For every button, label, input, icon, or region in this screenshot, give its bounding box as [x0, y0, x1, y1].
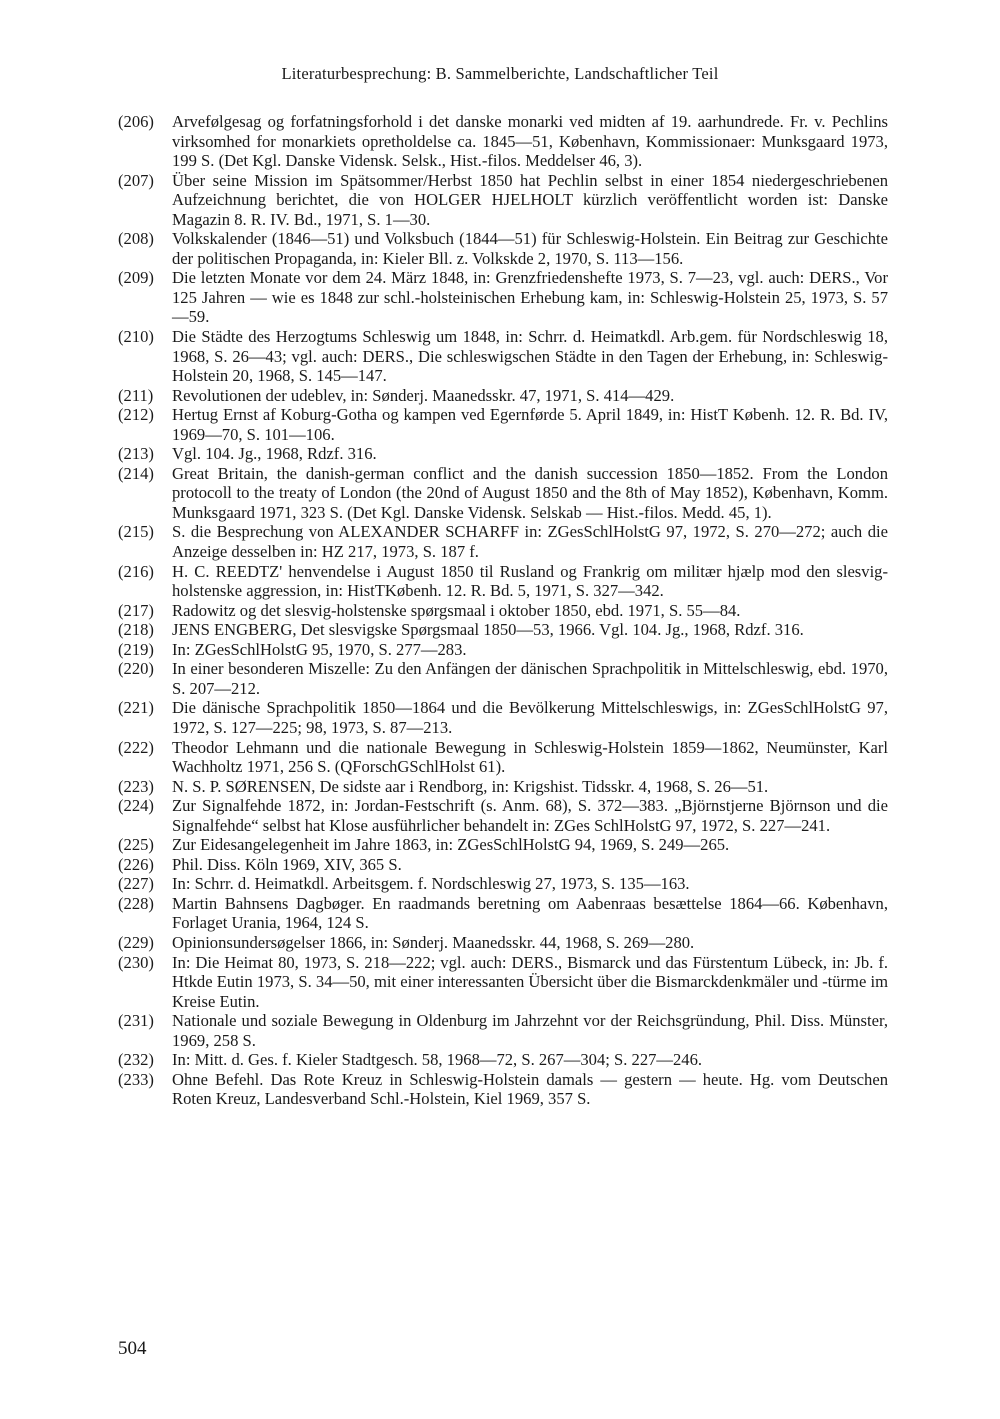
footnote-number: (216)	[118, 561, 154, 581]
footnote-text: In einer besonderen Miszelle: Zu den Anfängen der dänischen Sprachpolitik in Mittelschleswig, ebd. 1970, S. 207—212.	[172, 659, 888, 698]
footnote-item	[118, 953, 888, 1012]
footnote-text: Die Städte des Herzogtums Schleswig um 1848, in: Schrr. d. Heimatkdl. Arb.gem. für Nordschleswig 18, 1968, S. 26—43; vgl. auch: DERS., Die schleswigschen Städte in den Tagen der Erhebung, in: Schleswig-Holstein 20, 1968, S. 145—147.	[172, 327, 888, 386]
footnote-number: (225)	[118, 835, 154, 855]
footnote-number: (226)	[118, 854, 154, 874]
footnote-item	[118, 835, 888, 855]
footnote-text: Nationale und soziale Bewegung in Oldenburg im Jahrzehnt vor der Reichsgründung, Phil. Diss. Münster, 1969, 258 S.	[172, 1011, 888, 1050]
footnote-text: In: Schrr. d. Heimatkdl. Arbeitsgem. f. Nordschleswig 27, 1973, S. 135—163.	[172, 874, 690, 894]
footnote-item	[118, 562, 888, 601]
footnote-text: Arvefølgesag og forfatningsforhold i det danske monarki ved midten af 19. aarhundrede. Fr. v. Pechlins virksomhed for monarkiets opretholdelse ca. 1845—51, København, Kommissionaer: Munksgaard 1973, 199 S. (Det Kgl. Danske Vidensk. Selsk., Hist.-filos. Meddelser 46, 3).	[172, 112, 888, 171]
footnote-text: N. S. P. SØRENSEN, De sidste aar i Rendborg, in: Krigshist. Tidsskr. 4, 1968, S. 26—51.	[172, 776, 769, 796]
footnote-item	[118, 796, 888, 835]
footnote-number: (206)	[118, 112, 154, 131]
footnote-number: (228)	[118, 893, 154, 913]
footnote-text: Volkskalender (1846—51) und Volksbuch (1844—51) für Schleswig-Holstein. Ein Beitrag zur Geschichte der politischen Propaganda, in: Kieler Bll. z. Volkskde 2, 1970, S. 113—156.	[172, 229, 888, 268]
footnote-number: (230)	[118, 952, 154, 972]
footnote-item	[118, 1070, 888, 1109]
footnote-number: (233)	[118, 1069, 154, 1089]
footnote-item	[118, 229, 888, 268]
footnote-item	[118, 874, 888, 894]
footnote-text: Ohne Befehl. Das Rote Kreuz in Schleswig-Holstein damals — gestern — heute. Hg. vom Deutschen Roten Kreuz, Landesverband Schl.-Holstein, Kiel 1969, 357 S.	[172, 1069, 888, 1109]
footnote-text: Theodor Lehmann und die nationale Bewegung in Schleswig-Holstein 1859—1862, Neumünster, Karl Wachholtz 1971, 256 S. (QForschGSchlHolst 61).	[172, 737, 888, 777]
footnote-text: Revolutionen der udeblev, in: Sønderj. Maanedsskr. 47, 1971, S. 414—429.	[172, 385, 675, 405]
footnote-item	[118, 738, 888, 777]
footnote-number: (210)	[118, 327, 154, 347]
running-header: Literaturbesprechung: B. Sammelberichte, Landschaftlicher Teil	[281, 64, 719, 83]
footnote-item	[118, 620, 888, 640]
footnote-item	[118, 268, 888, 327]
footnote-text: Opinionsundersøgelser 1866, in: Sønderj. Maanedsskr. 44, 1968, S. 269—280.	[172, 932, 695, 952]
footnote-number: (217)	[118, 600, 154, 620]
footnote-number: (219)	[118, 639, 154, 659]
footnote-text: Vgl. 104. Jg., 1968, Rdzf. 316.	[172, 444, 377, 464]
footnote-number: (223)	[118, 776, 154, 796]
footnote-text: H. C. REEDTZ' henvendelse i August 1850 til Rusland og Frankrig om militær hjælp mod den slesvig-holstenske aggression, in: HistTKøbenh. 12. R. Bd. 5, 1971, S. 327—342.	[172, 561, 888, 601]
footnote-item	[118, 640, 888, 660]
footnote-item	[118, 894, 888, 933]
footnote-number: (222)	[118, 737, 154, 757]
footnote-text: Zur Signalfehde 1872, in: Jordan-Festschrift (s. Anm. 68), S. 372—383. „Björnstjerne Björnson und die Signalfehde“ selbst hat Klose ausführlicher behandelt in: ZGes SchlHolstG 97, 1972, S. 227—241.	[172, 796, 888, 835]
footnote-item	[118, 1050, 888, 1070]
footnote-number: (215)	[118, 522, 154, 542]
footnote-item	[118, 855, 888, 875]
footnote-number: (209)	[118, 268, 154, 288]
footnote-number: (231)	[118, 1011, 154, 1031]
footnote-text: In: Die Heimat 80, 1973, S. 218—222; vgl. auch: DERS., Bismarck und das Fürstentum Lübeck, in: Jb. f. Htkde Eutin 1973, S. 34—50, mit einer interessanten Übersicht über die Bismarckdenkmäler und -türme im Kreise Eutin.	[172, 952, 888, 1011]
footnote-text: JENS ENGBERG, Det slesvigske Spørgsmaal 1850—53, 1966. Vgl. 104. Jg., 1968, Rdzf. 316.	[172, 620, 804, 640]
footnote-item	[118, 659, 888, 698]
footnote-item	[118, 522, 888, 561]
footnote-number: (227)	[118, 874, 154, 894]
footnote-item	[118, 464, 888, 523]
footnote-item	[118, 1011, 888, 1050]
footnote-text: Hertug Ernst af Koburg-Gotha og kampen ved Egernførde 5. April 1849, in: HistT Københ. 12. R. Bd. IV, 1969—70, S. 101—106.	[172, 405, 888, 444]
footnote-text: Über seine Mission im Spätsommer/Herbst 1850 hat Pechlin selbst in einer 1854 niedergeschriebenen Aufzeichnung berichtet, die von HOLGER HJELHOLT kürzlich veröffentlicht worden ist: Danske Magazin 8. R. IV. Bd., 1971, S. 1—30.	[172, 170, 888, 229]
footnote-item	[118, 777, 888, 797]
footnote-item	[118, 601, 888, 621]
footnote-number: (214)	[118, 463, 154, 483]
footnote-number: (224)	[118, 796, 154, 816]
footnote-number: (208)	[118, 229, 154, 249]
footnote-item	[118, 933, 888, 953]
footnote-item	[118, 444, 888, 464]
footnote-text: Martin Bahnsens Dagbøger. En raadmands beretning om Aabenraas besættelse 1864—66. København, Forlaget Urania, 1964, 124 S.	[172, 893, 888, 933]
footnote-number: (212)	[118, 405, 154, 425]
footnote-item	[118, 698, 888, 737]
footnote-text: Die letzten Monate vor dem 24. März 1848, in: Grenzfriedenshefte 1973, S. 7—23, vgl. auch: DERS., Vor 125 Jahren — wie es 1848 zur schl.-holsteinischen Erhebung kam, in: Schleswig-Holstein 25, 1973, S. 57—59.	[172, 268, 888, 327]
footnote-text: S. die Besprechung von ALEXANDER SCHARFF in: ZGesSchlHolstG 97, 1972, S. 270—272; auch die Anzeige desselben in: HZ 217, 1973, S. 187 f.	[172, 522, 888, 562]
footnote-text: In: ZGesSchlHolstG 95, 1970, S. 277—283.	[172, 639, 467, 659]
footnote-text: Phil. Diss. Köln 1969, XIV, 365 S.	[172, 854, 402, 874]
footnote-number: (221)	[118, 698, 154, 718]
footnote-text: Zur Eidesangelegenheit im Jahre 1863, in: ZGesSchlHolstG 94, 1969, S. 249—265.	[172, 835, 730, 855]
footnote-item	[118, 171, 888, 230]
footnote-item	[118, 112, 888, 171]
footnote-number: (213)	[118, 444, 154, 464]
footnote-text: Die dänische Sprachpolitik 1850—1864 und die Bevölkerung Mittelschleswigs, in: ZGesSchlHolstG 97, 1972, S. 127—225; 98, 1973, S. 87—213.	[172, 698, 888, 737]
footnote-text: In: Mitt. d. Ges. f. Kieler Stadtgesch. 58, 1968—72, S. 267—304; S. 227—246.	[172, 1050, 703, 1070]
footnote-number: (207)	[118, 170, 154, 190]
footnote-item	[118, 327, 888, 386]
footnote-item	[118, 405, 888, 444]
footnote-list	[118, 112, 888, 1109]
footnote-number: (220)	[118, 659, 154, 679]
footnote-number: (232)	[118, 1050, 154, 1070]
footnote-item	[118, 386, 888, 406]
footnote-number: (229)	[118, 932, 154, 952]
footnote-text: Great Britain, the danish-german conflict and the danish succession 1850—1852. From the London protocoll to the treaty of London (the 20nd of August 1850 and the 8th of May 1852), København, Komm. Munksgaard 1971, 323 S. (Det Kgl. Danske Vidensk. Selskab — Hist.-filos. Medd. 45, 1).	[172, 463, 888, 522]
footnote-number: (211)	[118, 385, 154, 405]
footnote-text: Radowitz og det slesvig-holstenske spørgsmaal i oktober 1850, ebd. 1971, S. 55—84.	[172, 600, 741, 620]
footnote-number: (218)	[118, 620, 154, 640]
page-number: 504	[118, 1338, 147, 1359]
